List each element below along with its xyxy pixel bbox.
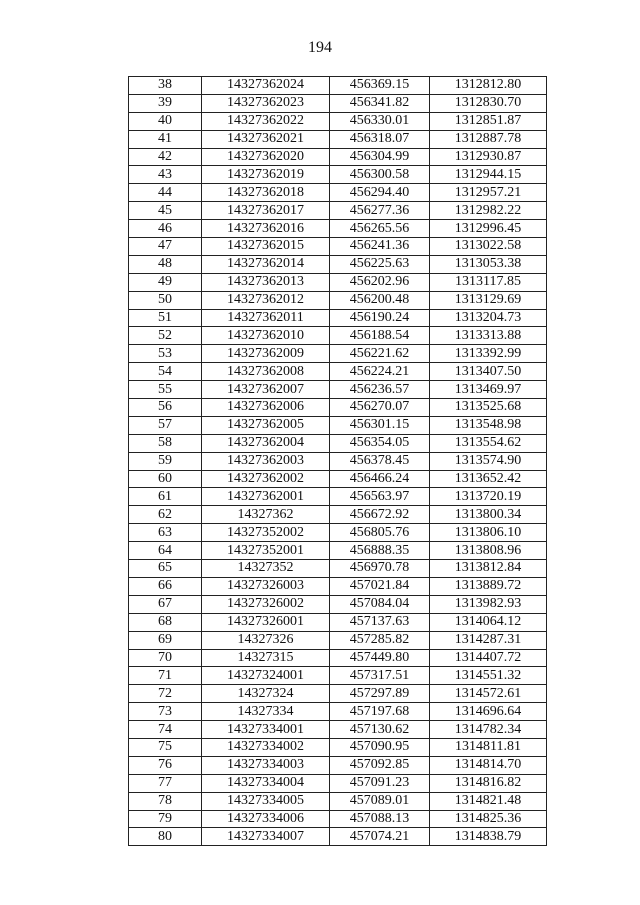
x-coordinate-cell: 456466.24 bbox=[330, 470, 430, 488]
table-row bbox=[129, 577, 547, 595]
code-cell: 14327334 bbox=[202, 703, 330, 721]
row-number-cell: 52 bbox=[129, 327, 202, 345]
y-coordinate-cell: 1314696.64 bbox=[430, 703, 547, 721]
y-coordinate-cell: 1313800.34 bbox=[430, 506, 547, 524]
code-cell: 14327362001 bbox=[202, 488, 330, 506]
row-number-cell: 45 bbox=[129, 202, 202, 220]
y-coordinate-cell: 1312957.21 bbox=[430, 184, 547, 202]
row-number-cell: 50 bbox=[129, 291, 202, 309]
table-row bbox=[129, 721, 547, 739]
y-coordinate-cell: 1313548.98 bbox=[430, 416, 547, 434]
row-number-cell: 66 bbox=[129, 577, 202, 595]
row-number-cell: 57 bbox=[129, 416, 202, 434]
x-coordinate-cell: 456241.36 bbox=[330, 238, 430, 256]
row-number-cell: 42 bbox=[129, 148, 202, 166]
table-row bbox=[129, 738, 547, 756]
code-cell: 14327362015 bbox=[202, 238, 330, 256]
y-coordinate-cell: 1313313.88 bbox=[430, 327, 547, 345]
code-cell: 14327334006 bbox=[202, 810, 330, 828]
y-coordinate-cell: 1313982.93 bbox=[430, 595, 547, 613]
row-number-cell: 47 bbox=[129, 238, 202, 256]
y-coordinate-cell: 1313129.69 bbox=[430, 291, 547, 309]
row-number-cell: 72 bbox=[129, 685, 202, 703]
table-row bbox=[129, 416, 547, 434]
row-number-cell: 48 bbox=[129, 255, 202, 273]
code-cell: 14327362013 bbox=[202, 273, 330, 291]
x-coordinate-cell: 456270.07 bbox=[330, 399, 430, 417]
x-coordinate-cell: 456202.96 bbox=[330, 273, 430, 291]
y-coordinate-cell: 1314064.12 bbox=[430, 613, 547, 631]
x-coordinate-cell: 456221.62 bbox=[330, 345, 430, 363]
y-coordinate-cell: 1314811.81 bbox=[430, 738, 547, 756]
code-cell: 14327362017 bbox=[202, 202, 330, 220]
table-row bbox=[129, 649, 547, 667]
table-row bbox=[129, 399, 547, 417]
code-cell: 14327324 bbox=[202, 685, 330, 703]
x-coordinate-cell: 456236.57 bbox=[330, 381, 430, 399]
x-coordinate-cell: 456190.24 bbox=[330, 309, 430, 327]
table-row bbox=[129, 255, 547, 273]
x-coordinate-cell: 456300.58 bbox=[330, 166, 430, 184]
row-number-cell: 78 bbox=[129, 792, 202, 810]
y-coordinate-cell: 1313392.99 bbox=[430, 345, 547, 363]
x-coordinate-cell: 457021.84 bbox=[330, 577, 430, 595]
x-coordinate-cell: 456304.99 bbox=[330, 148, 430, 166]
x-coordinate-cell: 457084.04 bbox=[330, 595, 430, 613]
code-cell: 14327334002 bbox=[202, 738, 330, 756]
x-coordinate-cell: 456294.40 bbox=[330, 184, 430, 202]
row-number-cell: 51 bbox=[129, 309, 202, 327]
row-number-cell: 38 bbox=[129, 77, 202, 95]
x-coordinate-cell: 456354.05 bbox=[330, 434, 430, 452]
table-row bbox=[129, 667, 547, 685]
x-coordinate-cell: 456563.97 bbox=[330, 488, 430, 506]
x-coordinate-cell: 457297.89 bbox=[330, 685, 430, 703]
row-number-cell: 74 bbox=[129, 721, 202, 739]
table-row bbox=[129, 130, 547, 148]
x-coordinate-cell: 456341.82 bbox=[330, 94, 430, 112]
row-number-cell: 80 bbox=[129, 828, 202, 846]
y-coordinate-cell: 1313574.90 bbox=[430, 452, 547, 470]
code-cell: 14327326001 bbox=[202, 613, 330, 631]
table-row bbox=[129, 112, 547, 130]
code-cell: 14327362010 bbox=[202, 327, 330, 345]
code-cell: 14327334004 bbox=[202, 774, 330, 792]
code-cell: 14327362018 bbox=[202, 184, 330, 202]
table-row bbox=[129, 434, 547, 452]
y-coordinate-cell: 1313808.96 bbox=[430, 542, 547, 560]
x-coordinate-cell: 456970.78 bbox=[330, 560, 430, 578]
y-coordinate-cell: 1312830.70 bbox=[430, 94, 547, 112]
y-coordinate-cell: 1313525.68 bbox=[430, 399, 547, 417]
table-row bbox=[129, 810, 547, 828]
row-number-cell: 39 bbox=[129, 94, 202, 112]
y-coordinate-cell: 1313720.19 bbox=[430, 488, 547, 506]
x-coordinate-cell: 457089.01 bbox=[330, 792, 430, 810]
x-coordinate-cell: 457130.62 bbox=[330, 721, 430, 739]
table-row bbox=[129, 184, 547, 202]
y-coordinate-cell: 1313812.84 bbox=[430, 560, 547, 578]
x-coordinate-cell: 457090.95 bbox=[330, 738, 430, 756]
row-number-cell: 79 bbox=[129, 810, 202, 828]
x-coordinate-cell: 456224.21 bbox=[330, 363, 430, 381]
row-number-cell: 63 bbox=[129, 524, 202, 542]
y-coordinate-cell: 1312887.78 bbox=[430, 130, 547, 148]
y-coordinate-cell: 1313889.72 bbox=[430, 577, 547, 595]
code-cell: 14327362003 bbox=[202, 452, 330, 470]
x-coordinate-cell: 457088.13 bbox=[330, 810, 430, 828]
code-cell: 14327326003 bbox=[202, 577, 330, 595]
x-coordinate-cell: 457137.63 bbox=[330, 613, 430, 631]
code-cell: 14327362023 bbox=[202, 94, 330, 112]
y-coordinate-cell: 1313204.73 bbox=[430, 309, 547, 327]
table-row bbox=[129, 77, 547, 95]
code-cell: 14327362019 bbox=[202, 166, 330, 184]
table-row bbox=[129, 542, 547, 560]
code-cell: 14327362022 bbox=[202, 112, 330, 130]
code-cell: 14327352002 bbox=[202, 524, 330, 542]
table-row bbox=[129, 613, 547, 631]
row-number-cell: 43 bbox=[129, 166, 202, 184]
table-row bbox=[129, 220, 547, 238]
x-coordinate-cell: 456318.07 bbox=[330, 130, 430, 148]
code-cell: 14327334001 bbox=[202, 721, 330, 739]
table-row bbox=[129, 524, 547, 542]
table-row bbox=[129, 309, 547, 327]
y-coordinate-cell: 1314825.36 bbox=[430, 810, 547, 828]
row-number-cell: 64 bbox=[129, 542, 202, 560]
x-coordinate-cell: 457317.51 bbox=[330, 667, 430, 685]
table-row bbox=[129, 148, 547, 166]
y-coordinate-cell: 1313652.42 bbox=[430, 470, 547, 488]
y-coordinate-cell: 1314782.34 bbox=[430, 721, 547, 739]
y-coordinate-cell: 1313053.38 bbox=[430, 255, 547, 273]
y-coordinate-cell: 1312996.45 bbox=[430, 220, 547, 238]
code-cell: 14327362005 bbox=[202, 416, 330, 434]
row-number-cell: 58 bbox=[129, 434, 202, 452]
code-cell: 14327362004 bbox=[202, 434, 330, 452]
row-number-cell: 76 bbox=[129, 756, 202, 774]
coordinates-table bbox=[128, 76, 547, 846]
x-coordinate-cell: 457074.21 bbox=[330, 828, 430, 846]
row-number-cell: 56 bbox=[129, 399, 202, 417]
table-row bbox=[129, 166, 547, 184]
row-number-cell: 41 bbox=[129, 130, 202, 148]
y-coordinate-cell: 1313554.62 bbox=[430, 434, 547, 452]
row-number-cell: 67 bbox=[129, 595, 202, 613]
code-cell: 14327362009 bbox=[202, 345, 330, 363]
x-coordinate-cell: 456225.63 bbox=[330, 255, 430, 273]
code-cell: 14327362002 bbox=[202, 470, 330, 488]
y-coordinate-cell: 1313469.97 bbox=[430, 381, 547, 399]
table-row bbox=[129, 685, 547, 703]
row-number-cell: 53 bbox=[129, 345, 202, 363]
y-coordinate-cell: 1312930.87 bbox=[430, 148, 547, 166]
x-coordinate-cell: 456301.15 bbox=[330, 416, 430, 434]
table-row bbox=[129, 345, 547, 363]
y-coordinate-cell: 1312851.87 bbox=[430, 112, 547, 130]
table-row bbox=[129, 327, 547, 345]
x-coordinate-cell: 457197.68 bbox=[330, 703, 430, 721]
row-number-cell: 77 bbox=[129, 774, 202, 792]
code-cell: 14327326 bbox=[202, 631, 330, 649]
row-number-cell: 71 bbox=[129, 667, 202, 685]
code-cell: 14327362 bbox=[202, 506, 330, 524]
table-row bbox=[129, 363, 547, 381]
code-cell: 14327362011 bbox=[202, 309, 330, 327]
x-coordinate-cell: 456188.54 bbox=[330, 327, 430, 345]
y-coordinate-cell: 1313117.85 bbox=[430, 273, 547, 291]
code-cell: 14327362006 bbox=[202, 399, 330, 417]
y-coordinate-cell: 1314816.82 bbox=[430, 774, 547, 792]
table-row bbox=[129, 774, 547, 792]
code-cell: 14327362020 bbox=[202, 148, 330, 166]
code-cell: 14327315 bbox=[202, 649, 330, 667]
table-row bbox=[129, 381, 547, 399]
x-coordinate-cell: 456265.56 bbox=[330, 220, 430, 238]
x-coordinate-cell: 457449.80 bbox=[330, 649, 430, 667]
y-coordinate-cell: 1314838.79 bbox=[430, 828, 547, 846]
x-coordinate-cell: 457092.85 bbox=[330, 756, 430, 774]
y-coordinate-cell: 1313022.58 bbox=[430, 238, 547, 256]
table-row bbox=[129, 506, 547, 524]
row-number-cell: 68 bbox=[129, 613, 202, 631]
table-row bbox=[129, 756, 547, 774]
row-number-cell: 69 bbox=[129, 631, 202, 649]
y-coordinate-cell: 1314572.61 bbox=[430, 685, 547, 703]
row-number-cell: 70 bbox=[129, 649, 202, 667]
table-row bbox=[129, 452, 547, 470]
x-coordinate-cell: 456672.92 bbox=[330, 506, 430, 524]
table-row bbox=[129, 94, 547, 112]
page-number: 194 bbox=[308, 39, 332, 56]
row-number-cell: 44 bbox=[129, 184, 202, 202]
row-number-cell: 40 bbox=[129, 112, 202, 130]
x-coordinate-cell: 456369.15 bbox=[330, 77, 430, 95]
y-coordinate-cell: 1312812.80 bbox=[430, 77, 547, 95]
row-number-cell: 61 bbox=[129, 488, 202, 506]
row-number-cell: 46 bbox=[129, 220, 202, 238]
row-number-cell: 59 bbox=[129, 452, 202, 470]
x-coordinate-cell: 456888.35 bbox=[330, 542, 430, 560]
code-cell: 14327362007 bbox=[202, 381, 330, 399]
table-row bbox=[129, 291, 547, 309]
code-cell: 14327362008 bbox=[202, 363, 330, 381]
x-coordinate-cell: 457091.23 bbox=[330, 774, 430, 792]
code-cell: 14327362021 bbox=[202, 130, 330, 148]
table-row bbox=[129, 238, 547, 256]
y-coordinate-cell: 1314821.48 bbox=[430, 792, 547, 810]
table-row bbox=[129, 560, 547, 578]
table-body bbox=[129, 77, 547, 846]
y-coordinate-cell: 1313407.50 bbox=[430, 363, 547, 381]
code-cell: 14327324001 bbox=[202, 667, 330, 685]
x-coordinate-cell: 456330.01 bbox=[330, 112, 430, 130]
row-number-cell: 49 bbox=[129, 273, 202, 291]
table-row bbox=[129, 792, 547, 810]
x-coordinate-cell: 456805.76 bbox=[330, 524, 430, 542]
table-row bbox=[129, 470, 547, 488]
y-coordinate-cell: 1312982.22 bbox=[430, 202, 547, 220]
table-row bbox=[129, 828, 547, 846]
y-coordinate-cell: 1314814.70 bbox=[430, 756, 547, 774]
x-coordinate-cell: 456378.45 bbox=[330, 452, 430, 470]
x-coordinate-cell: 456277.36 bbox=[330, 202, 430, 220]
y-coordinate-cell: 1312944.15 bbox=[430, 166, 547, 184]
y-coordinate-cell: 1314287.31 bbox=[430, 631, 547, 649]
row-number-cell: 65 bbox=[129, 560, 202, 578]
row-number-cell: 54 bbox=[129, 363, 202, 381]
table-row bbox=[129, 202, 547, 220]
y-coordinate-cell: 1314407.72 bbox=[430, 649, 547, 667]
row-number-cell: 73 bbox=[129, 703, 202, 721]
x-coordinate-cell: 457285.82 bbox=[330, 631, 430, 649]
code-cell: 14327352 bbox=[202, 560, 330, 578]
code-cell: 14327334003 bbox=[202, 756, 330, 774]
code-cell: 14327334007 bbox=[202, 828, 330, 846]
y-coordinate-cell: 1313806.10 bbox=[430, 524, 547, 542]
table-row bbox=[129, 595, 547, 613]
table-row bbox=[129, 631, 547, 649]
y-coordinate-cell: 1314551.32 bbox=[430, 667, 547, 685]
code-cell: 14327362012 bbox=[202, 291, 330, 309]
table-row bbox=[129, 703, 547, 721]
row-number-cell: 62 bbox=[129, 506, 202, 524]
code-cell: 14327326002 bbox=[202, 595, 330, 613]
code-cell: 14327362016 bbox=[202, 220, 330, 238]
code-cell: 14327362014 bbox=[202, 255, 330, 273]
x-coordinate-cell: 456200.48 bbox=[330, 291, 430, 309]
row-number-cell: 75 bbox=[129, 738, 202, 756]
code-cell: 14327334005 bbox=[202, 792, 330, 810]
code-cell: 14327352001 bbox=[202, 542, 330, 560]
row-number-cell: 55 bbox=[129, 381, 202, 399]
table-row bbox=[129, 488, 547, 506]
row-number-cell: 60 bbox=[129, 470, 202, 488]
code-cell: 14327362024 bbox=[202, 77, 330, 95]
table-row bbox=[129, 273, 547, 291]
